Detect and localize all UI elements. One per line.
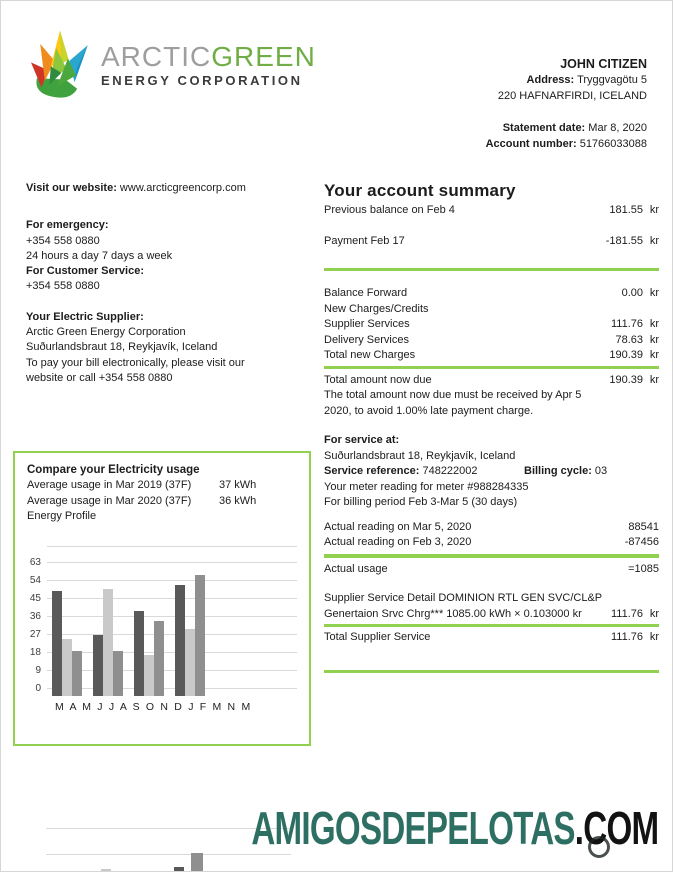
statement-date-label: Statement date: — [502, 122, 586, 134]
service-at-heading: For service at: — [324, 434, 400, 446]
service-reference-value: 748222002 — [419, 465, 478, 477]
gridline — [47, 670, 297, 671]
pay-note-line1: To pay your bill electronically, please visit our — [26, 356, 245, 369]
usage-chart-ylabels — [19, 546, 43, 696]
usage-bar — [154, 621, 164, 696]
usage-2019-label: Average usage in Mar 2019 (37F) — [27, 479, 192, 491]
row-label: Total new Charges — [324, 349, 416, 361]
gridline — [46, 854, 291, 855]
due-note-line1: The total amount now due must be received by Apr 5 — [324, 389, 582, 401]
account-number-line — [486, 137, 647, 153]
row-unit: kr — [649, 318, 659, 330]
row-value: 190.39 — [609, 373, 643, 386]
usage-chart-plot — [47, 546, 297, 696]
brand-name-green: GREEN — [211, 41, 316, 72]
row-payment — [324, 234, 659, 250]
row-value: 0.00 — [621, 287, 643, 299]
row-total-supplier-service — [324, 630, 659, 646]
y-tick-label: 27 — [29, 629, 41, 640]
customer-service-label: For Customer Service: — [26, 265, 144, 278]
row-total-new-charges — [324, 348, 659, 364]
row-supplier-services — [324, 317, 659, 333]
y-tick-label: 0 — [35, 683, 41, 694]
usage-row-2020 — [27, 494, 297, 510]
y-tick-label: 63 — [29, 557, 41, 568]
gridline — [47, 634, 297, 635]
row-unit: kr — [649, 287, 659, 299]
gridline — [47, 562, 297, 563]
row-actual-usage — [324, 562, 659, 578]
gridline — [47, 652, 297, 653]
brand-name — [101, 43, 316, 71]
gridline — [47, 598, 297, 599]
row-label: Genertaion Srvc Chrg*** 1085.00 kWh × 0.103000 kr — [324, 607, 582, 620]
row-previous-balance — [324, 203, 659, 219]
row-label: Supplier Services — [324, 318, 410, 330]
customer-block — [486, 56, 647, 152]
usage-bar — [134, 611, 144, 696]
emergency-phone: +354 558 0880 — [26, 234, 100, 247]
pay-note-line2: website or call +354 558 0880 — [26, 371, 173, 384]
cropped-bar — [174, 867, 184, 872]
usage-bar — [52, 591, 62, 696]
y-tick-label: 9 — [35, 665, 41, 676]
address-value: Tryggvagötu 5 — [574, 74, 647, 86]
row-value: -87456 — [624, 536, 659, 548]
row-label: Payment Feb 17 — [324, 234, 405, 247]
row-value: 88541 — [628, 520, 659, 533]
account-summary — [324, 181, 659, 673]
electricity-usage-box — [13, 451, 311, 746]
y-tick-label: 18 — [29, 647, 41, 658]
summary-title: Your account summary — [324, 181, 516, 200]
supplier-label: Your Electric Supplier: — [26, 310, 144, 323]
customer-name: JOHN CITIZEN — [560, 57, 647, 71]
divider-green — [324, 268, 659, 271]
billing-cycle-label: Billing cycle: — [524, 465, 592, 477]
usage-bar — [175, 585, 185, 696]
row-label: Total amount now due — [324, 373, 432, 386]
row-value: 111.76 — [610, 607, 643, 620]
website-line — [26, 181, 308, 196]
row-value: =1085 — [628, 562, 659, 575]
row-generation-charge — [324, 607, 659, 623]
service-at-block — [324, 433, 659, 511]
brand-text — [101, 29, 316, 88]
usage-box-title: Compare your Electricity usage — [27, 464, 200, 476]
billing-period-line: For billing period Feb 3-Mar 5 (30 days) — [324, 496, 518, 508]
divider-green — [324, 366, 659, 369]
supplier-detail-line: Supplier Service Detail DOMINION RTL GEN SVC/CL&P — [324, 592, 603, 604]
usage-bar — [195, 575, 205, 696]
row-reading-old — [324, 535, 659, 551]
meter-line: Your meter reading for meter #988284335 — [324, 480, 529, 493]
usage-chart — [19, 546, 305, 716]
usage-bar — [185, 629, 195, 696]
customer-address-line2: 220 HAFNARFIRDI, ICELAND — [497, 89, 647, 102]
row-unit: kr — [649, 204, 659, 216]
divider-green — [324, 624, 659, 627]
y-tick-label: 54 — [29, 575, 41, 586]
row-unit: kr — [649, 373, 659, 386]
cropped-bar — [191, 853, 203, 872]
usage-chart-xlabels: M A M J J A S O N D J F M N M — [55, 701, 252, 713]
website-url: www.arcticgreencorp.com — [116, 182, 246, 194]
usage-2020-value: 36 kWh — [219, 494, 257, 507]
statement-date-line — [486, 121, 647, 137]
row-unit: kr — [649, 631, 659, 643]
row-label: Previous balance on Feb 4 — [324, 204, 455, 216]
billing-cycle-value: 03 — [591, 465, 608, 477]
row-value: -181.55 — [605, 234, 643, 247]
energy-profile-label: Energy Profile — [27, 510, 97, 522]
row-label: Total Supplier Service — [324, 631, 431, 643]
y-tick-label: 45 — [29, 593, 41, 604]
row-label: Delivery Services — [324, 333, 409, 346]
stamp-icon — [588, 836, 610, 858]
divider-green-thick — [324, 554, 659, 558]
row-value: 78.63 — [615, 333, 643, 346]
address-label: Address: — [526, 74, 575, 86]
statement-date-value: Mar 8, 2020 — [585, 122, 647, 134]
gridline — [47, 616, 297, 617]
row-value: 111.76 — [610, 318, 643, 330]
gridline — [47, 580, 297, 581]
watermark-suffix: .COM — [574, 802, 658, 854]
row-delivery-services — [324, 333, 659, 349]
account-number-label: Account number: — [485, 137, 577, 150]
row-unit: kr — [649, 333, 659, 346]
row-unit: kr — [649, 349, 659, 361]
account-number-value: 51766033088 — [576, 137, 647, 150]
emergency-label: For emergency: — [26, 219, 109, 232]
usage-bar — [72, 651, 82, 696]
row-value: 190.39 — [609, 349, 643, 361]
gridline — [47, 546, 297, 547]
emergency-block — [26, 218, 308, 294]
row-balance-forward — [324, 286, 659, 302]
customer-address-line1 — [486, 73, 647, 89]
service-reference-line — [324, 464, 659, 480]
row-reading-new — [324, 520, 659, 536]
row-total-amount-due — [324, 373, 659, 389]
brand-name-gray: ARCTIC — [101, 41, 212, 72]
website-label: Visit our website: — [26, 182, 117, 194]
row-label: Actual reading on Mar 5, 2020 — [324, 520, 472, 533]
service-reference-label: Service reference: — [324, 465, 420, 477]
usage-bar — [144, 655, 154, 696]
usage-row-2019 — [27, 478, 297, 494]
row-new-charges — [324, 302, 659, 318]
row-value: 111.76 — [610, 631, 643, 643]
customer-service-phone: +354 558 0880 — [26, 280, 100, 293]
brand-subtitle: ENERGY CORPORATION — [101, 73, 303, 88]
supplier-block — [26, 310, 308, 386]
usage-bar — [62, 639, 72, 696]
divider-green — [324, 670, 659, 673]
row-unit: kr — [649, 234, 659, 247]
due-note-line2: 2020, to avoid 1.00% late payment charge. — [324, 404, 534, 417]
row-label: New Charges/Credits — [324, 302, 429, 315]
usage-2019-value: 37 kWh — [219, 479, 257, 491]
company-logo — [27, 29, 316, 101]
row-unit: kr — [649, 607, 659, 620]
supplier-address: Suðurlandsbraut 18, Reykjavík, Iceland — [26, 341, 218, 354]
statement-meta — [486, 121, 647, 152]
contact-info-column — [26, 181, 308, 386]
emergency-hours: 24 hours a day 7 days a week — [26, 249, 173, 262]
usage-bar — [93, 635, 103, 696]
service-address: Suðurlandsbraut 18, Reykjavík, Iceland — [324, 449, 516, 462]
y-tick-label: 36 — [29, 611, 41, 622]
watermark-main: AMIGOSDEPELOTAS — [250, 802, 575, 854]
gridline — [47, 688, 297, 689]
leaf-logo-icon — [27, 29, 93, 101]
supplier-name: Arctic Green Energy Corporation — [26, 326, 186, 339]
row-label: Balance Forward — [324, 287, 408, 299]
usage-bar — [113, 651, 123, 696]
row-label: Actual reading on Feb 3, 2020 — [324, 536, 472, 548]
usage-bar — [103, 589, 113, 696]
row-value: 181.55 — [609, 204, 643, 216]
usage-2020-label: Average usage in Mar 2020 (37F) — [27, 494, 192, 507]
row-label: Actual usage — [324, 562, 388, 575]
